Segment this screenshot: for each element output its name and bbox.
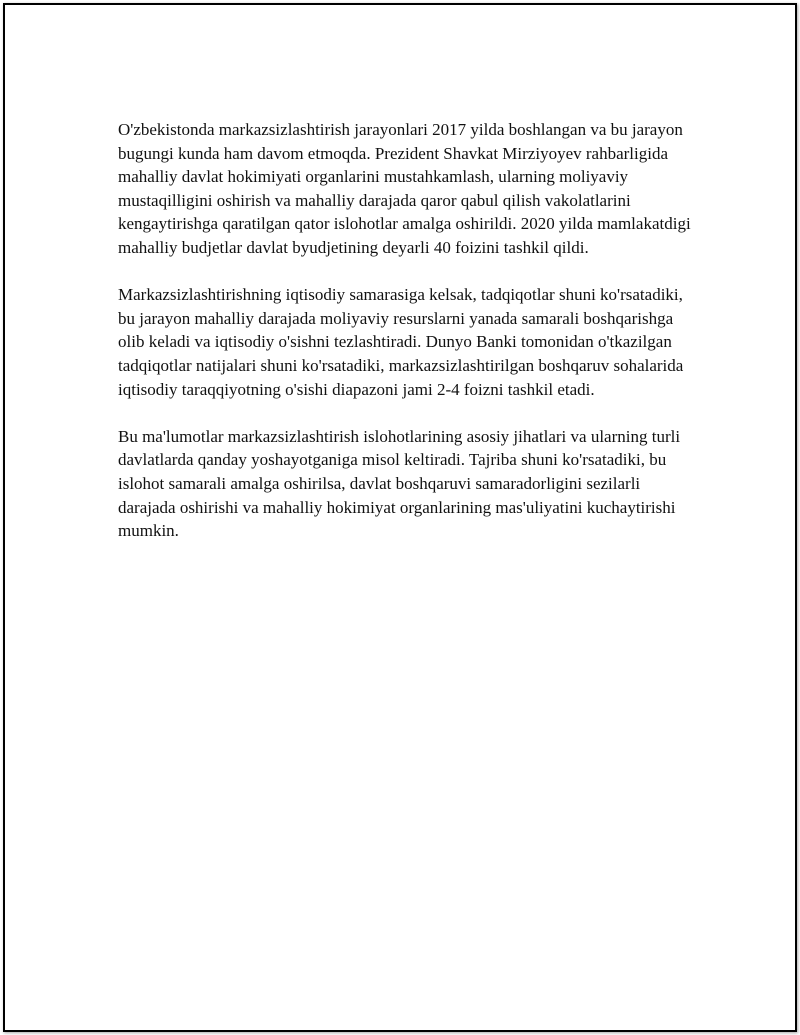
- paragraph-3: Bu ma'lumotlar markazsizlashtirish islohotlarining asosiy jihatlari va ularning turli davlatlarda qanday yoshayotganiga misol keltiradi. Tajriba shuni ko'rsatadiki, bu islohot samarali amalga oshirilsa, davlat boshqaruvi samaradorligini sezilarli darajada oshirishi va mahalliy hokimiyat organlarining mas'uliyatini kuchaytirishi mumkin.: [118, 426, 681, 541]
- paragraph-2: Markazsizlashtirishning iqtisodiy samarasiga kelsak, tadqiqotlar shuni ko'rsatadiki, bu jarayon mahalliy darajada moliyaviy resurslarni yanada samarali boshqarishga olib keladi va iqtisodiy o'sishni tezlashtiradi. Dunyo Banki tomonidan o'tkazilgan tadqiqotlar natijalari shuni ko'rsatadiki, markazsizlashtirilgan boshqaruv sohalarida iqtisodiy taraqqiyotning o'sishi diapazoni jami 2-4 foizni tashkil etadi.: [118, 285, 684, 399]
- document-body: [118, 118, 693, 566]
- paragraph-1: O'zbekistonda markazsizlashtirish jarayonlari 2017 yilda boshlangan va bu jarayon bugungi kunda ham davom etmoqda. Prezident Shavkat Mirziyoyev rahbarligida mahalliy davlat hokimiyati organlarini mustahkamlash, ularning moliyaviy mustaqilligini oshirish va mahalliy darajada qaror qabul qilish vakolatlarini kengaytirishga qaratilgan qator islohotlar amalga oshirildi. 2020 yilda mamlakatdigi mahalliy budjetlar davlat byudjetining deyarli 40 foizini tashkil qildi.: [118, 120, 691, 257]
